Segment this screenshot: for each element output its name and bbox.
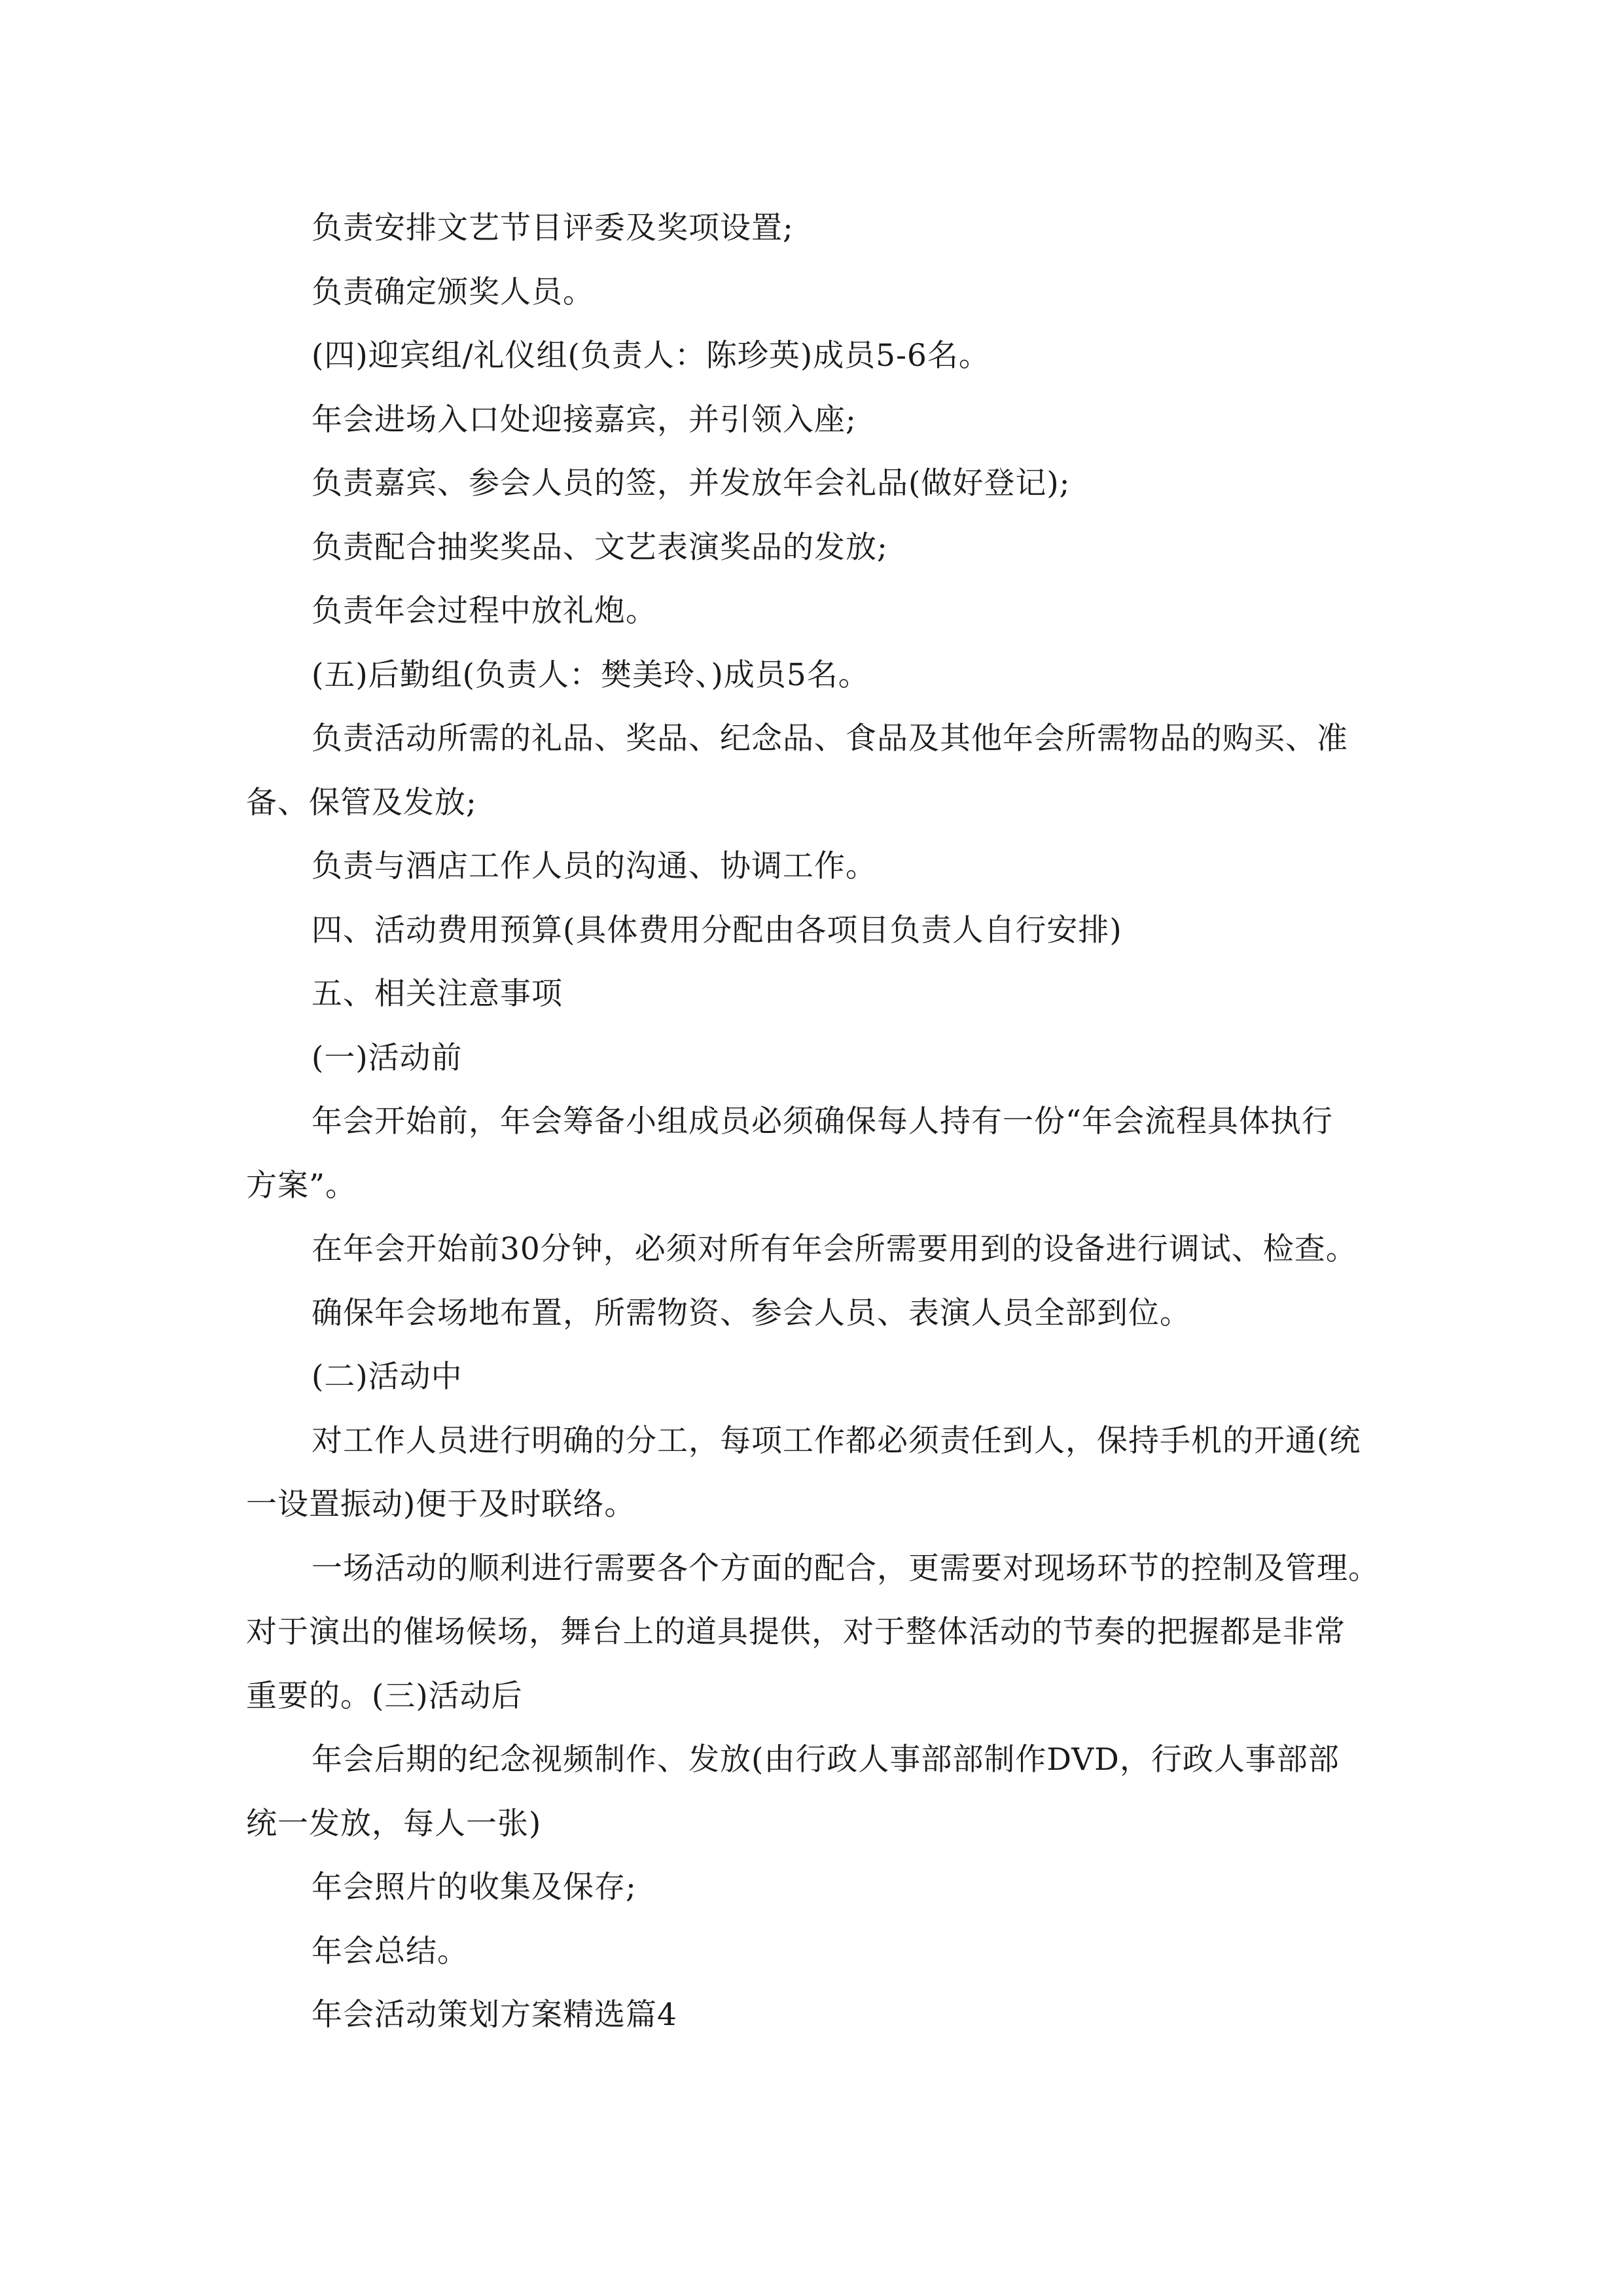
text-line: (四)迎宾组/礼仪组(负责人：陈珍英)成员5-6名。: [312, 338, 990, 374]
document-body: [246, 196, 1385, 2047]
text-line: 年会照片的收集及保存;: [312, 1869, 637, 1905]
text-line: 年会后期的纪念视频制作、发放(由行政人事部部制作DVD，行政人事部部: [312, 1742, 1340, 1778]
subsection-heading: (一)活动前: [312, 1039, 463, 1076]
text-line: 负责年会过程中放礼炮。: [312, 593, 657, 629]
text-line: 负责嘉宾、参会人员的签，并发放年会礼品(做好登记);: [312, 465, 1071, 501]
text-line: 负责与酒店工作人员的沟通、协调工作。: [312, 848, 877, 884]
text-line: 重要的。(三)活动后: [246, 1677, 523, 1714]
text-line: 备、保管及发放;: [246, 784, 477, 821]
text-line: 年会开始前，年会筹备小组成员必须确保每人持有一份“年会流程具体执行: [312, 1103, 1334, 1139]
text-line: 确保年会场地布置，所需物资、参会人员、表演人员全部到位。: [312, 1295, 1191, 1331]
text-line: 对工作人员进行明确的分工，每项工作都必须责任到人，保持手机的开通(统: [312, 1422, 1361, 1459]
text-line: 对于演出的催场候场，舞台上的道具提供，对于整体活动的节奏的把握都是非常: [246, 1614, 1346, 1650]
text-line: 负责确定颁奖人员。: [312, 274, 594, 310]
text-line: 负责安排文艺节目评委及奖项设置;: [312, 210, 794, 246]
article-title: 年会活动策划方案精选篇4: [312, 1997, 677, 2033]
text-line: 方案”。: [246, 1167, 357, 1204]
subsection-heading: (二)活动中: [312, 1359, 463, 1395]
text-line: 年会进场入口处迎接嘉宾，并引领入座;: [312, 401, 857, 438]
text-line: 一设置振动)便于及时联络。: [246, 1486, 636, 1522]
text-line: 统一发放，每人一张): [246, 1805, 542, 1842]
text-line: 负责活动所需的礼品、奖品、纪念品、食品及其他年会所需物品的购买、准: [312, 721, 1348, 757]
text-line: 一场活动的顺利进行需要各个方面的配合，更需要对现场环节的控制及管理。: [312, 1550, 1380, 1587]
section-heading: 五、相关注意事项: [312, 976, 563, 1012]
text-line: (五)后勤组(负责人：樊美玲、)成员5名。: [312, 656, 870, 693]
section-heading: 四、活动费用预算(具体费用分配由各项目负责人自行安排): [312, 912, 1122, 948]
text-line: 负责配合抽奖奖品、文艺表演奖品的发放;: [312, 529, 888, 565]
text-line: 年会总结。: [312, 1933, 469, 1969]
text-line: 在年会开始前30分钟，必须对所有年会所需要用到的设备进行调试、检查。: [312, 1231, 1357, 1267]
